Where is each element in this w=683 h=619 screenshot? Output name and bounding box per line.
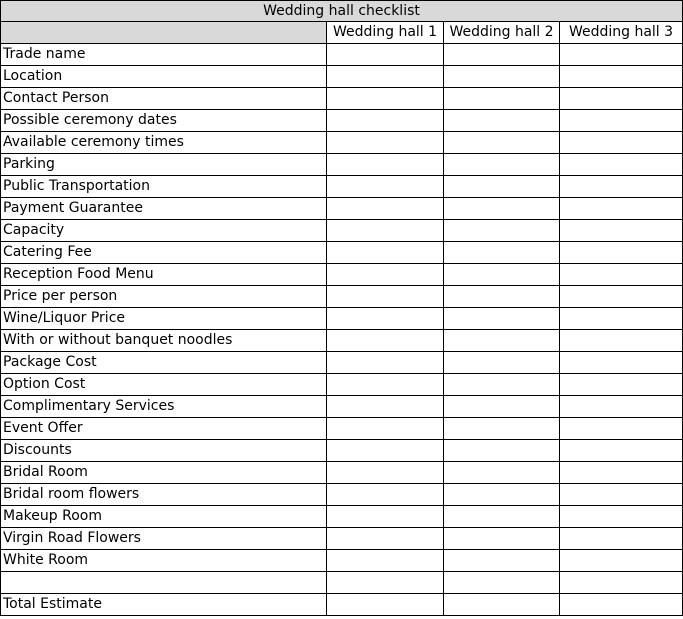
table-row [1, 528, 683, 550]
hall-1-cell[interactable] [327, 374, 444, 396]
row-label-cell[interactable]: Makeup Room [1, 506, 327, 528]
table-row [1, 286, 683, 308]
hall-2-cell[interactable] [444, 264, 560, 286]
sheet-title[interactable]: Wedding hall checklist [1, 1, 683, 22]
hall-3-cell[interactable] [560, 198, 683, 220]
hall-2-cell[interactable] [444, 286, 560, 308]
hall-1-cell[interactable] [327, 242, 444, 264]
row-label-cell[interactable]: Capacity [1, 220, 327, 242]
hall-1-cell[interactable] [327, 352, 444, 374]
hall-1-cell[interactable] [327, 462, 444, 484]
hall-2-cell[interactable] [444, 484, 560, 506]
row-label-cell[interactable]: Possible ceremony dates [1, 110, 327, 132]
table-row [1, 550, 683, 572]
table-row [1, 242, 683, 264]
row-label-cell[interactable]: Package Cost [1, 352, 327, 374]
hall-2-cell[interactable] [444, 418, 560, 440]
table-row [1, 484, 683, 506]
hall-3-cell[interactable] [560, 330, 683, 352]
table-row [1, 594, 683, 616]
hall-3-cell[interactable] [560, 484, 683, 506]
table-row [1, 44, 683, 66]
table-row [1, 110, 683, 132]
row-label-cell[interactable]: Available ceremony times [1, 132, 327, 154]
hall-3-cell[interactable] [560, 572, 683, 594]
hall-3-cell[interactable] [560, 44, 683, 66]
table-row [1, 264, 683, 286]
row-label-cell[interactable]: Parking [1, 154, 327, 176]
table-row [1, 330, 683, 352]
hall-2-cell[interactable] [444, 198, 560, 220]
table-row [1, 396, 683, 418]
hall-2-cell[interactable] [444, 374, 560, 396]
row-label-cell[interactable]: White Room [1, 550, 327, 572]
checklist-body [1, 44, 683, 616]
row-label-cell[interactable]: Option Cost [1, 374, 327, 396]
row-label-cell[interactable]: Wine/Liquor Price [1, 308, 327, 330]
hall-2-cell[interactable] [444, 308, 560, 330]
hall-2-cell[interactable] [444, 440, 560, 462]
hall-2-cell[interactable] [444, 550, 560, 572]
hall-3-cell[interactable] [560, 528, 683, 550]
column-header-row [1, 22, 683, 44]
hall-2-cell[interactable] [444, 110, 560, 132]
table-row [1, 66, 683, 88]
hall-3-cell[interactable] [560, 176, 683, 198]
table-row [1, 88, 683, 110]
hall-3-cell[interactable] [560, 242, 683, 264]
column-header-hall-2[interactable]: Wedding hall 2 [444, 22, 560, 44]
table-row [1, 462, 683, 484]
hall-2-cell[interactable] [444, 462, 560, 484]
hall-3-cell[interactable] [560, 374, 683, 396]
row-label-cell[interactable]: Bridal Room [1, 462, 327, 484]
table-row [1, 154, 683, 176]
hall-3-cell[interactable] [560, 132, 683, 154]
hall-3-cell[interactable] [560, 88, 683, 110]
row-label-cell[interactable]: Total Estimate [1, 594, 327, 616]
hall-3-cell[interactable] [560, 286, 683, 308]
hall-3-cell[interactable] [560, 506, 683, 528]
hall-1-cell[interactable] [327, 198, 444, 220]
hall-1-cell[interactable] [327, 154, 444, 176]
row-label-cell[interactable]: Bridal room flowers [1, 484, 327, 506]
hall-2-cell[interactable] [444, 396, 560, 418]
hall-1-cell[interactable] [327, 484, 444, 506]
hall-1-cell[interactable] [327, 264, 444, 286]
hall-1-cell[interactable] [327, 528, 444, 550]
hall-2-cell[interactable] [444, 528, 560, 550]
hall-1-cell[interactable] [327, 440, 444, 462]
hall-3-cell[interactable] [560, 396, 683, 418]
table-row [1, 440, 683, 462]
hall-1-cell[interactable] [327, 110, 444, 132]
table-row [1, 374, 683, 396]
hall-3-cell[interactable] [560, 264, 683, 286]
hall-1-cell[interactable] [327, 176, 444, 198]
row-label-cell[interactable]: Event Offer [1, 418, 327, 440]
hall-2-cell[interactable] [444, 66, 560, 88]
row-label-cell[interactable]: Contact Person [1, 88, 327, 110]
row-label-cell[interactable]: Trade name [1, 44, 327, 66]
row-label-cell[interactable]: Reception Food Menu [1, 264, 327, 286]
hall-3-cell[interactable] [560, 308, 683, 330]
hall-3-cell[interactable] [560, 550, 683, 572]
hall-2-cell[interactable] [444, 506, 560, 528]
table-row [1, 220, 683, 242]
hall-3-cell[interactable] [560, 440, 683, 462]
hall-2-cell[interactable] [444, 88, 560, 110]
table-row [1, 506, 683, 528]
row-label-cell[interactable]: Price per person [1, 286, 327, 308]
hall-1-cell[interactable] [327, 308, 444, 330]
table-row [1, 132, 683, 154]
hall-1-cell[interactable] [327, 550, 444, 572]
hall-3-cell[interactable] [560, 66, 683, 88]
table-row [1, 198, 683, 220]
row-label-cell[interactable]: Virgin Road Flowers [1, 528, 327, 550]
column-header-hall-1[interactable]: Wedding hall 1 [327, 22, 444, 44]
table-row [1, 572, 683, 594]
hall-2-cell[interactable] [444, 352, 560, 374]
hall-1-cell[interactable] [327, 330, 444, 352]
hall-1-cell[interactable] [327, 506, 444, 528]
row-label-cell[interactable]: Discounts [1, 440, 327, 462]
row-label-cell[interactable]: Catering Fee [1, 242, 327, 264]
hall-3-cell[interactable] [560, 418, 683, 440]
row-label-cell[interactable]: Location [1, 66, 327, 88]
hall-1-cell[interactable] [327, 286, 444, 308]
hall-1-cell[interactable] [327, 572, 444, 594]
header-corner-cell[interactable] [1, 22, 327, 44]
hall-1-cell[interactable] [327, 44, 444, 66]
row-label-cell[interactable]: Public Transportation [1, 176, 327, 198]
hall-3-cell[interactable] [560, 594, 683, 616]
table-row [1, 352, 683, 374]
row-label-cell[interactable]: Payment Guarantee [1, 198, 327, 220]
hall-1-cell[interactable] [327, 594, 444, 616]
column-header-hall-3[interactable]: Wedding hall 3 [560, 22, 683, 44]
hall-3-cell[interactable] [560, 352, 683, 374]
table-row [1, 176, 683, 198]
hall-1-cell[interactable] [327, 132, 444, 154]
hall-2-cell[interactable] [444, 154, 560, 176]
title-row [1, 1, 683, 22]
table-row [1, 308, 683, 330]
hall-1-cell[interactable] [327, 396, 444, 418]
hall-3-cell[interactable] [560, 110, 683, 132]
hall-2-cell[interactable] [444, 572, 560, 594]
hall-2-cell[interactable] [444, 132, 560, 154]
row-label-cell[interactable]: With or without banquet noodles [1, 330, 327, 352]
hall-3-cell[interactable] [560, 154, 683, 176]
hall-2-cell[interactable] [444, 44, 560, 66]
hall-2-cell[interactable] [444, 594, 560, 616]
hall-2-cell[interactable] [444, 242, 560, 264]
hall-3-cell[interactable] [560, 462, 683, 484]
hall-2-cell[interactable] [444, 330, 560, 352]
hall-2-cell[interactable] [444, 176, 560, 198]
hall-3-cell[interactable] [560, 220, 683, 242]
hall-1-cell[interactable] [327, 418, 444, 440]
hall-1-cell[interactable] [327, 220, 444, 242]
table-row [1, 418, 683, 440]
hall-1-cell[interactable] [327, 66, 444, 88]
row-label-cell[interactable] [1, 572, 327, 594]
hall-1-cell[interactable] [327, 88, 444, 110]
row-label-cell[interactable]: Complimentary Services [1, 396, 327, 418]
hall-2-cell[interactable] [444, 220, 560, 242]
